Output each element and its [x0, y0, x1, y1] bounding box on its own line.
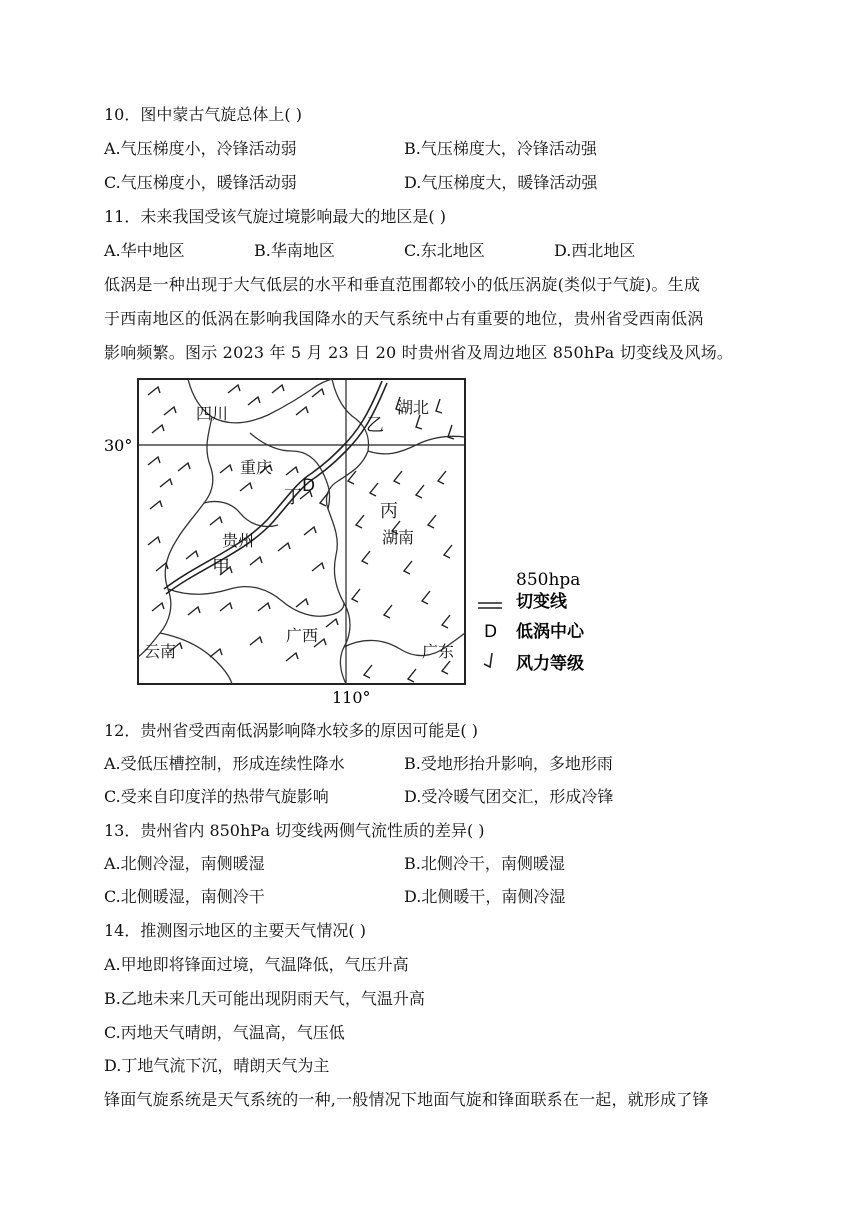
point-ding: 丁 — [284, 487, 302, 508]
legend-wind-barb-icon — [484, 653, 492, 667]
q12-option-a: A.受低压槽控制，形成连续性降水 — [104, 754, 345, 773]
east-boundary — [326, 379, 368, 684]
point-yi: 乙 — [366, 415, 384, 436]
legend-shear-label: 切变线 — [516, 592, 567, 612]
q13-option-c: C.北侧暖湿，南侧冷干 — [104, 887, 265, 906]
intro-line-3: 影响频繁。图示 2023 年 5 月 23 日 20 时贵州省及周边地区 850hPa 切变线及风场。 — [104, 343, 734, 362]
vortex-center-d: D — [302, 476, 316, 496]
q10-option-c: C.气压梯度小，暖锋活动弱 — [104, 173, 297, 192]
legend-shear-value: 850hpa — [516, 570, 581, 590]
tail-line-1: 锋面气旋系统是天气系统的一种,一般情况下地面气旋和锋面联系在一起，就形成了锋 — [104, 1090, 709, 1109]
intro-line-1: 低涡是一种出现于大气低层的水平和垂直范围都较小的低压涡旋(类似于气旋)。生成 — [104, 275, 701, 294]
q12-option-c: C.受来自印度洋的热带气旋影响 — [104, 787, 329, 806]
intro-line-2: 于西南地区的低涡在影响我国降水的天气系统中占有重要的地位，贵州省受西南低涡 — [104, 309, 704, 328]
point-jia: 甲 — [212, 557, 230, 578]
label-chongqing: 重庆 — [240, 458, 273, 477]
label-guangdong: 广东 — [422, 642, 455, 661]
q11-option-b: B.华南地区 — [254, 241, 335, 260]
q11-option-c: C.东北地区 — [404, 241, 485, 260]
guizhou-inner-boundary — [204, 501, 278, 526]
latitude-label: 30° — [104, 436, 133, 455]
q14-option-d: D.丁地气流下沉，晴朗天气为主 — [104, 1056, 330, 1075]
q13-option-a: A.北侧冷湿，南侧暖湿 — [104, 854, 265, 873]
label-hubei: 湖北 — [397, 398, 430, 417]
q12-stem: 12．贵州省受西南低涡影响降水较多的原因可能是( ) — [104, 721, 478, 740]
sichuan-guizhou-boundary — [138, 417, 213, 657]
legend-vortex-label: 低涡中心 — [516, 622, 584, 642]
point-bing: 丙 — [380, 501, 398, 522]
q14-stem: 14．推测图示地区的主要天气情况( ) — [104, 921, 366, 940]
q12-option-b: B.受地形抬升影响，多地形雨 — [404, 754, 613, 773]
label-guangxi: 广西 — [286, 626, 319, 645]
label-yunnan: 云南 — [144, 642, 177, 661]
q14-option-a: A.甲地即将锋面过境，气温降低，气压升高 — [104, 955, 409, 974]
label-hunan: 湖南 — [382, 528, 415, 547]
q14-option-c: C.丙地天气晴朗，气温高，气压低 — [104, 1023, 345, 1042]
q13-stem: 13．贵州省内 850hPa 切变线两侧气流性质的差异( ) — [104, 821, 485, 840]
legend-vortex-symbol: D — [484, 622, 498, 642]
q10-option-d: D.气压梯度大，暖锋活动强 — [404, 173, 598, 192]
q13-option-d: D.北侧暖干，南侧冷湿 — [404, 887, 566, 906]
q10-stem: 10．图中蒙古气旋总体上( ) — [104, 105, 302, 124]
q14-option-b: B.乙地未来几天可能出现阴雨天气，气温升高 — [104, 989, 425, 1008]
legend-wind-label: 风力等级 — [516, 654, 584, 674]
q13-option-b: B.北侧冷干，南侧暖湿 — [404, 854, 565, 873]
q11-stem: 11．未来我国受该气旋过境影响最大的地区是( ) — [104, 207, 446, 226]
q10-option-b: B.气压梯度大，冷锋活动强 — [404, 139, 597, 158]
guizhou-guangxi-boundary — [168, 587, 344, 617]
q11-option-d: D.西北地区 — [554, 241, 636, 260]
map-legend — [478, 570, 585, 674]
q11-option-a: A.华中地区 — [104, 241, 185, 260]
q12-option-d: D.受冷暖气团交汇，形成冷锋 — [404, 787, 614, 806]
label-guizhou: 贵州 — [222, 531, 255, 550]
wind-field-map-figure — [100, 375, 620, 707]
longitude-label: 110° — [332, 688, 371, 707]
label-sichuan: 四川 — [196, 404, 229, 423]
q10-option-a: A.气压梯度小，冷锋活动弱 — [104, 139, 297, 158]
